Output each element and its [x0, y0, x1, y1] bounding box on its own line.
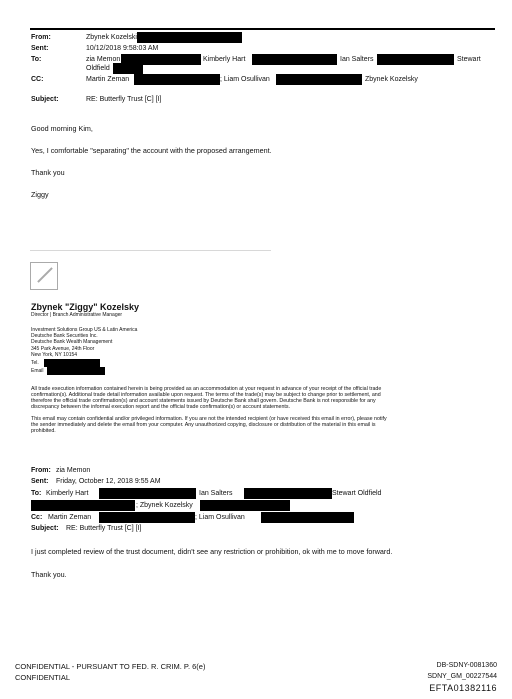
- disclaimer-line: discrepancy between the informal execution report and the official trade confirmation(s) or account statements.: [31, 404, 290, 410]
- to-recipient-stewart: Stewart: [457, 56, 481, 63]
- disclaimer-line: All trade execution information contained herein is being provided as an accommodation at your request in advance of your receipt of the official trade: [31, 386, 382, 392]
- redaction: [276, 74, 362, 85]
- fw-subject-value: RE: Butterfly Trust [C] [I]: [66, 525, 142, 532]
- footer-bates-sdny: SDNY_GM_00227544: [427, 673, 497, 680]
- fw-subject-label: Subject:: [31, 525, 59, 532]
- disclaimer-line: prohibited.: [31, 428, 56, 434]
- redaction: [252, 54, 337, 65]
- fw-body-thanks: Thank you.: [31, 570, 67, 579]
- footer-confidential: CONFIDENTIAL: [15, 673, 71, 682]
- signature-address: New York, NY 10154: [31, 352, 78, 358]
- deutsche-bank-logo-icon: [30, 262, 58, 290]
- redaction: [113, 63, 143, 74]
- fw-cc-martin: Martin Zeman: [48, 514, 92, 521]
- to-recipient-kimberly: Kimberly Hart: [203, 56, 246, 63]
- cc-recipient-martin: Martin Zeman: [86, 76, 130, 83]
- footer-efta-id: EFTA01382116: [429, 683, 497, 693]
- fw-from-label: From:: [31, 467, 51, 474]
- redaction: [134, 74, 220, 85]
- redaction: [200, 500, 290, 511]
- subject-label: Subject:: [31, 96, 59, 103]
- fw-to-kimberly: Kimberly Hart: [46, 490, 89, 497]
- fw-to-stewart: Stewart Oldfield: [332, 490, 382, 497]
- fw-cc-label: Cc:: [31, 514, 43, 521]
- disclaimer-line: This email may contain confidential and/or privileged information. If you are not the intended recipient (or have received this email in error), please notify: [31, 416, 387, 422]
- footer-bates-db: DB-SDNY-0081360: [436, 662, 497, 669]
- to-recipient-zia: zia Memon: [86, 56, 121, 63]
- fw-to-ian: Ian Salters: [199, 490, 233, 497]
- fw-body-line: I just completed review of the trust document, didn't see any restriction or prohibition, ok with me to move forward.: [31, 547, 393, 556]
- sent-label: Sent:: [31, 45, 49, 52]
- body-line: Yes, I comfortable "separating" the account with the proposed arrangement.: [31, 146, 272, 155]
- signature-name: Zbynek "Ziggy" Kozelsky: [31, 302, 140, 312]
- subject-value: RE: Butterfly Trust [C] [I]: [86, 96, 162, 103]
- redaction: [99, 512, 195, 523]
- signature-org: Deutsche Bank Wealth Management: [31, 339, 113, 345]
- to-recipient-oldfield: Oldfield: [86, 65, 110, 72]
- disclaimer-line: the sender immediately and delete the email from your computer. Any unauthorized copying, disclosure or distribution of the material in this email is: [31, 422, 376, 428]
- redaction: [47, 367, 105, 375]
- footer-confidential-rule: CONFIDENTIAL - PURSUANT TO FED. R. CRIM. P. 6(e): [15, 662, 206, 671]
- fw-cc-liam: ; Liam Osullivan: [195, 514, 245, 521]
- from-value: Zbynek Kozelski: [86, 34, 137, 41]
- fw-sent-label: Sent:: [31, 478, 49, 485]
- disclaimer-line: therefore the official trade confirmation(s) and account statements issued by Deutsche Bank shall govern. Deutsche Bank is not responsible for any: [31, 398, 376, 404]
- redaction: [99, 488, 196, 499]
- to-label: To:: [31, 56, 42, 63]
- redaction: [261, 512, 354, 523]
- body-signoff: Ziggy: [31, 190, 49, 199]
- cc-recipient-liam: ; Liam Osullivan: [220, 76, 270, 83]
- body-thanks: Thank you: [31, 168, 65, 177]
- signature-title: Director | Branch Administrative Manager: [31, 312, 123, 318]
- redaction: [31, 500, 135, 511]
- from-label: From:: [31, 34, 51, 41]
- redaction: [377, 54, 454, 65]
- redaction: [244, 488, 332, 499]
- sent-value: 10/12/2018 9:58:03 AM: [86, 45, 159, 52]
- fw-to-label: To:: [31, 490, 42, 497]
- redaction: [44, 359, 100, 367]
- signature-address: 345 Park Avenue, 24th Floor: [31, 346, 95, 352]
- fw-sent-value: Friday, October 12, 2018 9:55 AM: [56, 478, 161, 485]
- redaction: [137, 32, 242, 43]
- cc-recipient-zbynek: Zbynek Kozelsky: [365, 76, 418, 83]
- fw-from-value: zia Memon: [56, 467, 91, 474]
- signature-tel-label: Tel.: [31, 360, 39, 366]
- to-recipient-ian: Ian Salters: [340, 56, 374, 63]
- body-greeting: Good morning Kim,: [31, 124, 93, 133]
- signature-org: Deutsche Bank Securities Inc.: [31, 333, 98, 339]
- signature-email-label: Email: [31, 368, 44, 374]
- fw-to-zbynek: ; Zbynek Kozelsky: [136, 502, 193, 509]
- signature-org: Investment Solutions Group US & Latin America: [31, 327, 138, 333]
- cc-label: CC:: [31, 76, 44, 83]
- header-top-rule: [30, 28, 495, 30]
- signature-separator: [30, 250, 271, 251]
- disclaimer-line: confirmation(s). Additional trade detail information available upon request. The terms of the trade(s) may be subject to change prior to settlement, and: [31, 392, 381, 398]
